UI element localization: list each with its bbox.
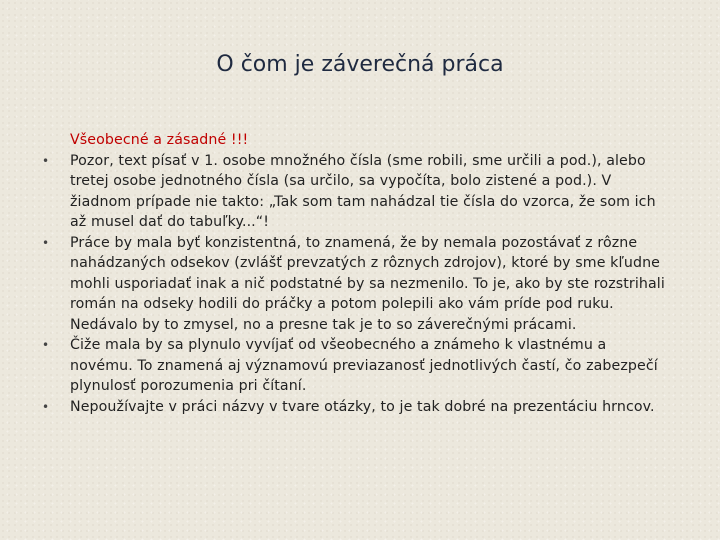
bullet-icon: • — [42, 235, 50, 250]
list-item-text: Nepoužívajte v práci názvy v tvare otázky, to je tak dobré na prezentáciu hrncov. — [70, 398, 655, 415]
list-item-text: Pozor, text písať v 1. osobe množného čísla (sme robili, sme určili a pod.), alebo tretej osobe jednotného čísla (sa určilo, sa vypočíta, bolo zistené a pod.). V žiadnom prípade nie takto: „Tak som tam nahádzal tie čísla do vzorca, že som ich až musel dať do tabuľky...“! — [70, 152, 656, 230]
list-item-text: Práce by mala byť konzistentná, to znamená, že by nemala pozostávať z rôzne nahádzaných odsekov (zvlášť prevzatých z rôznych zdrojov), ktoré by sme kľudne mohli usporiadať inak a nič podstatné by sa nezmenilo. To je, ako by ste rozstrihali román na odseky hodili do práčky a potom polepili ako vám príde pod ruku. Nedávalo by to zmysel, no a presne tak je to so záverečnými prácami. — [70, 234, 665, 333]
bullet-icon: • — [42, 153, 50, 168]
list-item — [42, 397, 670, 418]
bullet-icon: • — [42, 399, 50, 414]
bullet-icon: • — [42, 338, 50, 352]
slide-title: O čom je záverečná práca — [216, 52, 504, 77]
slide-content — [42, 130, 670, 417]
list-item — [42, 335, 670, 397]
list-item — [42, 233, 670, 336]
list-item — [42, 151, 670, 233]
bullet-list — [42, 151, 670, 418]
lead-text: Všeobecné a zásadné !!! — [70, 132, 249, 148]
list-item-text: Čiže mala by sa plynulo vyvíjať od všeobecného a známeho k vlastnému a novému. To znamená aj významovú previazanosť jednotlivých častí, čo zabezpečí plynulosť porozumenia pri čítaní. — [70, 337, 658, 394]
